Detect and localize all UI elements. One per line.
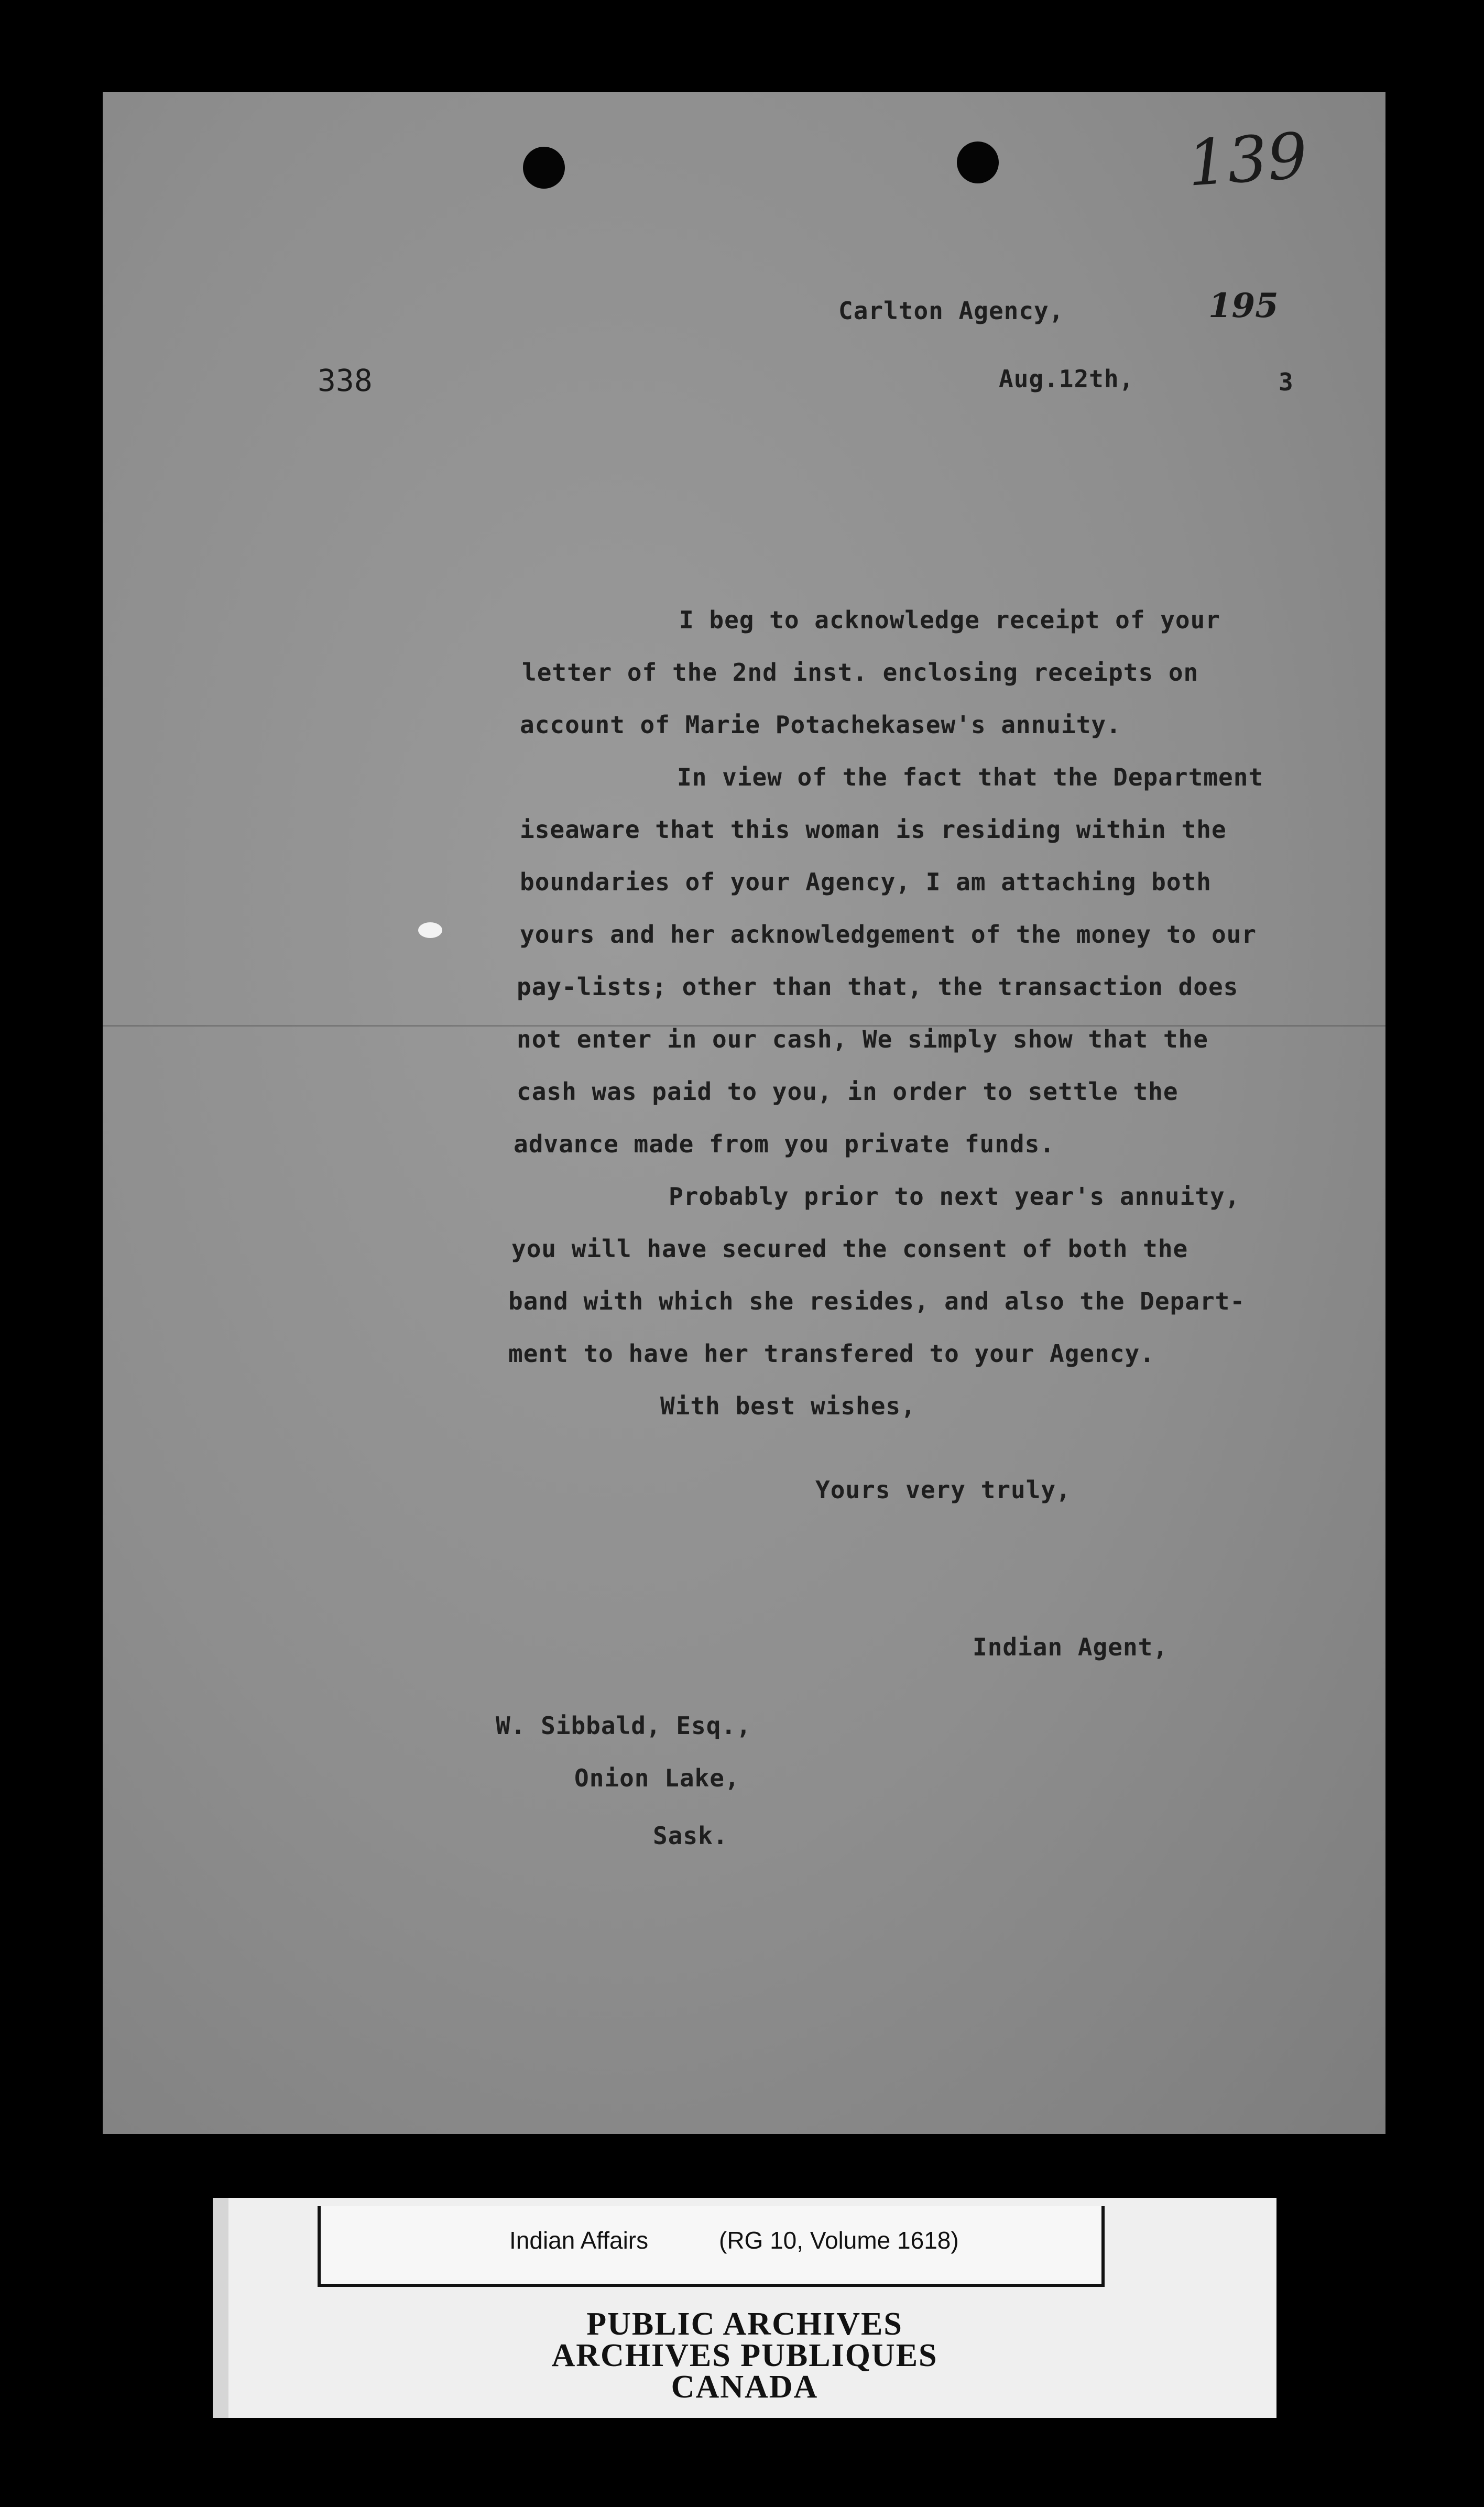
archive-stamp-line: ARCHIVES PUBLIQUES bbox=[551, 2338, 938, 2373]
body-line: I beg to acknowledge receipt of your bbox=[679, 606, 1220, 634]
body-line: you will have secured the consent of both the bbox=[511, 1235, 1188, 1263]
letterhead-date: Aug.12th, bbox=[999, 365, 1134, 393]
body-line: With best wishes, bbox=[660, 1392, 916, 1420]
addressee-province: Sask. bbox=[653, 1822, 728, 1850]
archive-reference-box bbox=[318, 2206, 1105, 2287]
addressee-place: Onion Lake, bbox=[574, 1764, 740, 1792]
body-line: boundaries of your Agency, I am attaching both bbox=[520, 868, 1212, 896]
body-line: not enter in our cash, We simply show that the bbox=[517, 1025, 1208, 1053]
body-line: letter of the 2nd inst. enclosing receipts on bbox=[522, 658, 1199, 686]
body-line: cash was paid to you, in order to settle the bbox=[517, 1077, 1179, 1106]
letterhead-page-number: 3 bbox=[1279, 368, 1294, 396]
punch-hole-icon bbox=[523, 147, 565, 189]
body-line: account of Marie Potachekasew's annuity. bbox=[520, 711, 1121, 739]
body-line: advance made from you private funds. bbox=[514, 1130, 1055, 1158]
closing: Yours very truly, bbox=[815, 1476, 1071, 1504]
addressee-name: W. Sibbald, Esq., bbox=[496, 1712, 751, 1740]
body-line: iseaware that this woman is residing within the bbox=[520, 815, 1227, 844]
archive-stamp-line: PUBLIC ARCHIVES bbox=[586, 2306, 903, 2342]
letter-page bbox=[103, 92, 1385, 2134]
archive-label-strip bbox=[213, 2198, 1276, 2418]
punch-hole-icon bbox=[957, 141, 999, 183]
body-line: ment to have her transfered to your Agency. bbox=[508, 1339, 1155, 1368]
archive-reference: (RG 10, Volume 1618) bbox=[719, 2227, 959, 2254]
body-line: band with which she resides, and also the Depart- bbox=[508, 1287, 1246, 1315]
folio-number: 139 bbox=[1185, 119, 1310, 201]
letterhead-agency: Carlton Agency, bbox=[838, 297, 1064, 325]
reference-number: 338 bbox=[318, 363, 373, 398]
body-line: In view of the fact that the Department bbox=[677, 763, 1264, 791]
archive-stamp-line: CANADA bbox=[671, 2369, 819, 2405]
body-line: yours and her acknowledgement of the money to our bbox=[520, 920, 1257, 949]
body-line: pay-lists; other than that, the transaction does bbox=[517, 973, 1239, 1001]
archive-series: Indian Affairs bbox=[509, 2227, 649, 2254]
signature-title: Indian Agent, bbox=[973, 1633, 1169, 1661]
paper-blemish bbox=[418, 922, 442, 938]
file-number: 195 bbox=[1208, 286, 1279, 325]
body-line: Probably prior to next year's annuity, bbox=[669, 1182, 1240, 1211]
